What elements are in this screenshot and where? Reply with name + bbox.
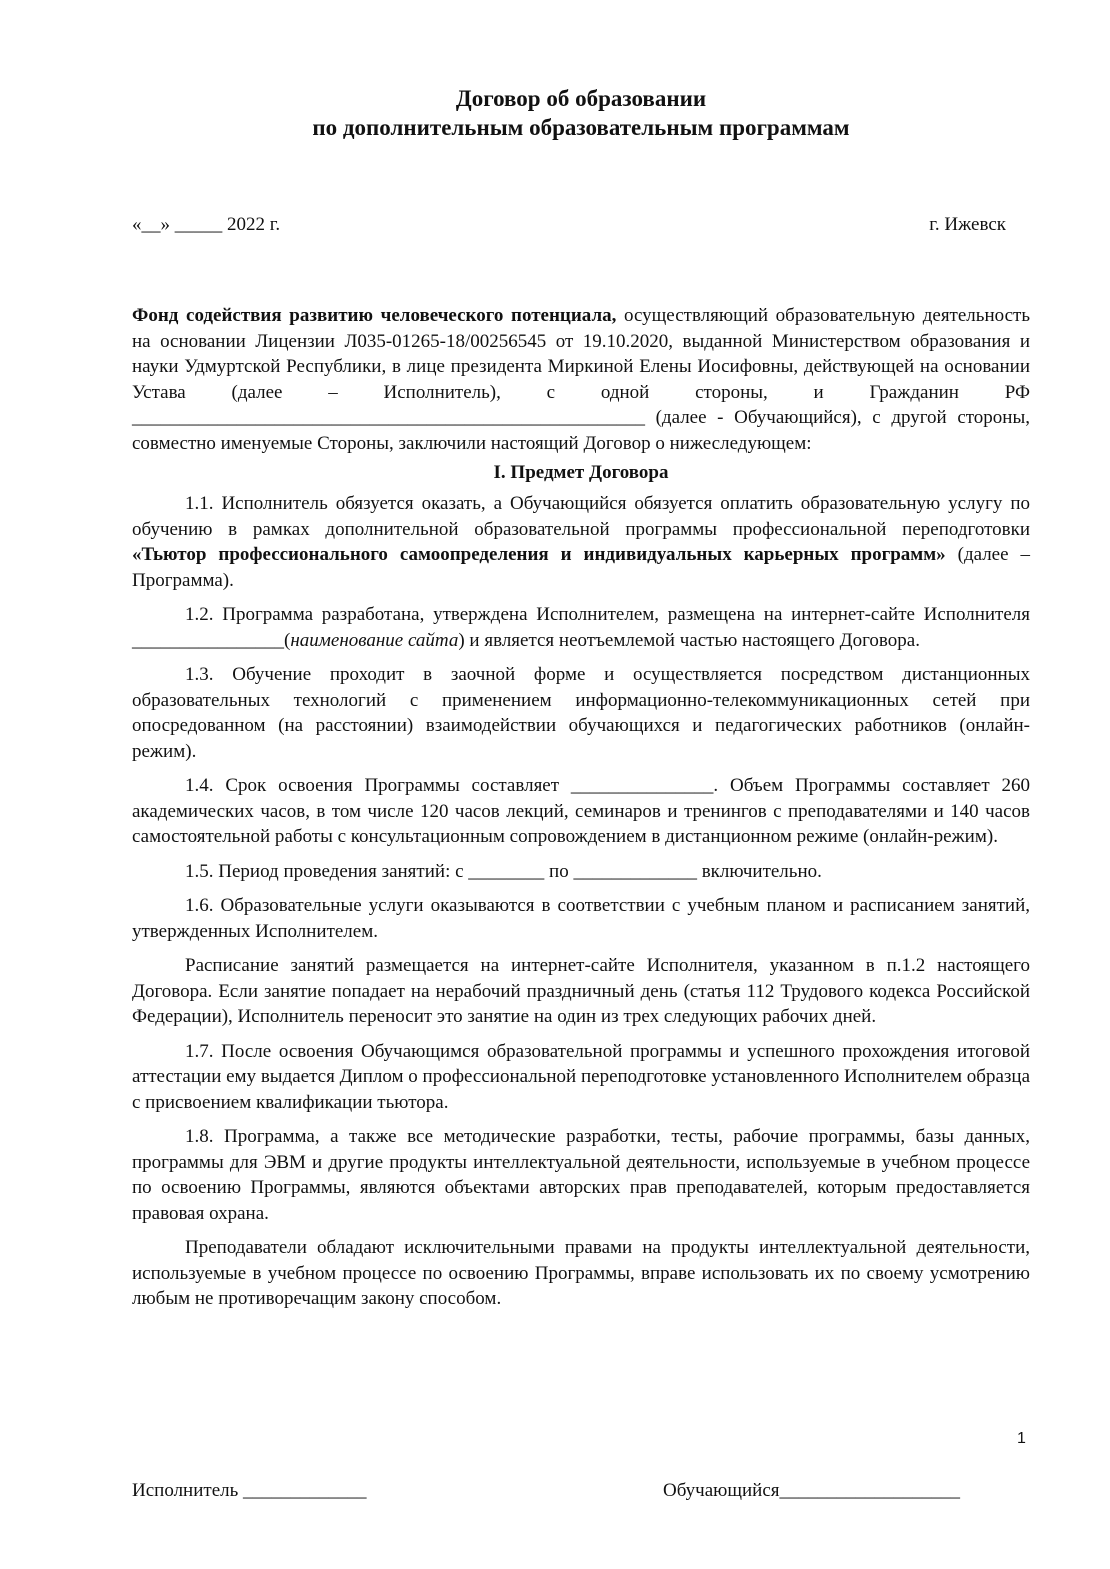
title-line-1: Договор об образовании [455, 86, 707, 111]
clause-1-6-schedule: Расписание занятий размещается на интернет-сайте Исполнителя, указанном в п.1.2 настоящего Договора. Если занятие попадает на нерабочий праздничный день (статья 112 Трудового кодекса Российской Федерации), Исполнитель переносит это занятие на один из трех следующих рабочих дней. [132, 955, 1030, 1027]
clause-1-4: 1.4. Срок освоения Программы составляет _______________. Объем Программы составляет 260 академических часов, в том числе 120 часов лекций, семинаров и тренингов с преподавателями и 140 часов самостоятельной работы с консультационным сопровождением в дистанционном режиме (онлайн-режим). [132, 775, 1030, 847]
title-line-2: по дополнительным образовательным программам [312, 115, 850, 140]
section-heading: I. Предмет Договора [493, 462, 669, 483]
document-title [132, 84, 1030, 142]
student-signature: Обучающийся___________________ [663, 1480, 960, 1501]
date-city-row [132, 214, 1006, 236]
org-name: Фонд содействия развитию человеческого потенциала, [132, 305, 617, 326]
executor-signature: Исполнитель _____________ [132, 1480, 367, 1501]
clause-1-8-rights: Преподаватели обладают исключительными правами на продукты интеллектуальной деятельности, используемые в учебном процессе по освоению Программы, вправе использовать их по своему усмотрению любым не противоречащим закону способом. [132, 1237, 1030, 1309]
clause-1-1 [132, 491, 1030, 593]
clause-1-2-tail: ) и является неотъемлемой частью настоящего Договора. [458, 629, 920, 651]
document-page [132, 0, 1030, 1312]
contract-date: «__» _____ 2022 г. [132, 214, 281, 235]
contract-city: г. Ижевск [929, 214, 1006, 235]
clause-1-6: 1.6. Образовательные услуги оказываются в соответствии с учебным планом и расписанием занятий, утвержденных Исполнителем. [132, 895, 1030, 942]
clause-1-7: 1.7. После освоения Обучающимся образовательной программы и успешного прохождения итоговой аттестации ему выдается Диплом о профессиональной переподготовке установленного Исполнителем образца с присвоением квалификации тьютора. [132, 1040, 1030, 1113]
page-number: 1 [1017, 1430, 1026, 1447]
clause-1-5: 1.5. Период проведения занятий: с ________ по _____________ включительно. [185, 860, 822, 882]
intro-paragraph [132, 303, 1030, 456]
clause-1-1-tail: (далее – Программа). [132, 544, 1030, 591]
intro-text: осуществляющий образовательную деятельность на основании Лицензии Л035-01265-18/00256545 от 19.10.2020, выданной Министерством образования и науки Удмуртской Республики, в лице президента Миркиной Елены Иосифовны, действующей на основании Устава (далее – Исполнитель), с одной стороны, и Гражданин РФ ______________________________________________________ (далее - Обучающийся), с другой стороны, совместно именуемые Стороны, заключили настоящий Договор о нижеследующем: [132, 305, 1030, 454]
clause-1-8: 1.8. Программа, а также все методические разработки, тесты, рабочие программы, базы данных, программы для ЭВМ и другие продукты интеллектуальной деятельности, используемые в учебном процессе по освоению Программы, являются объектами авторских прав преподавателей, которым предоставляется правовая охрана. [132, 1126, 1030, 1224]
clause-1-2-text: 1.2. Программа разработана, утверждена Исполнителем, размещена на интернет-сайте Исполнителя ________________( [132, 604, 1030, 651]
clause-1-1-text: 1.1. Исполнитель обязуется оказать, а Обучающийся обязуется оплатить образовательную услугу по обучению в рамках дополнительной образовательной программы профессиональной переподготовки [132, 493, 1030, 540]
program-name: «Тьютор профессионального самоопределения и индивидуальных карьерных программ» [132, 544, 946, 565]
clause-1-2 [132, 602, 1030, 653]
site-name-placeholder: наименование сайта [290, 629, 459, 651]
clause-1-3: 1.3. Обучение проходит в заочной форме и осуществляется посредством дистанционных образовательных технологий с применением информационно-телекоммуникационных сетей при опосредованном (на расстоянии) взаимодействии обучающихся и педагогических работников (онлайн-режим). [132, 664, 1030, 762]
